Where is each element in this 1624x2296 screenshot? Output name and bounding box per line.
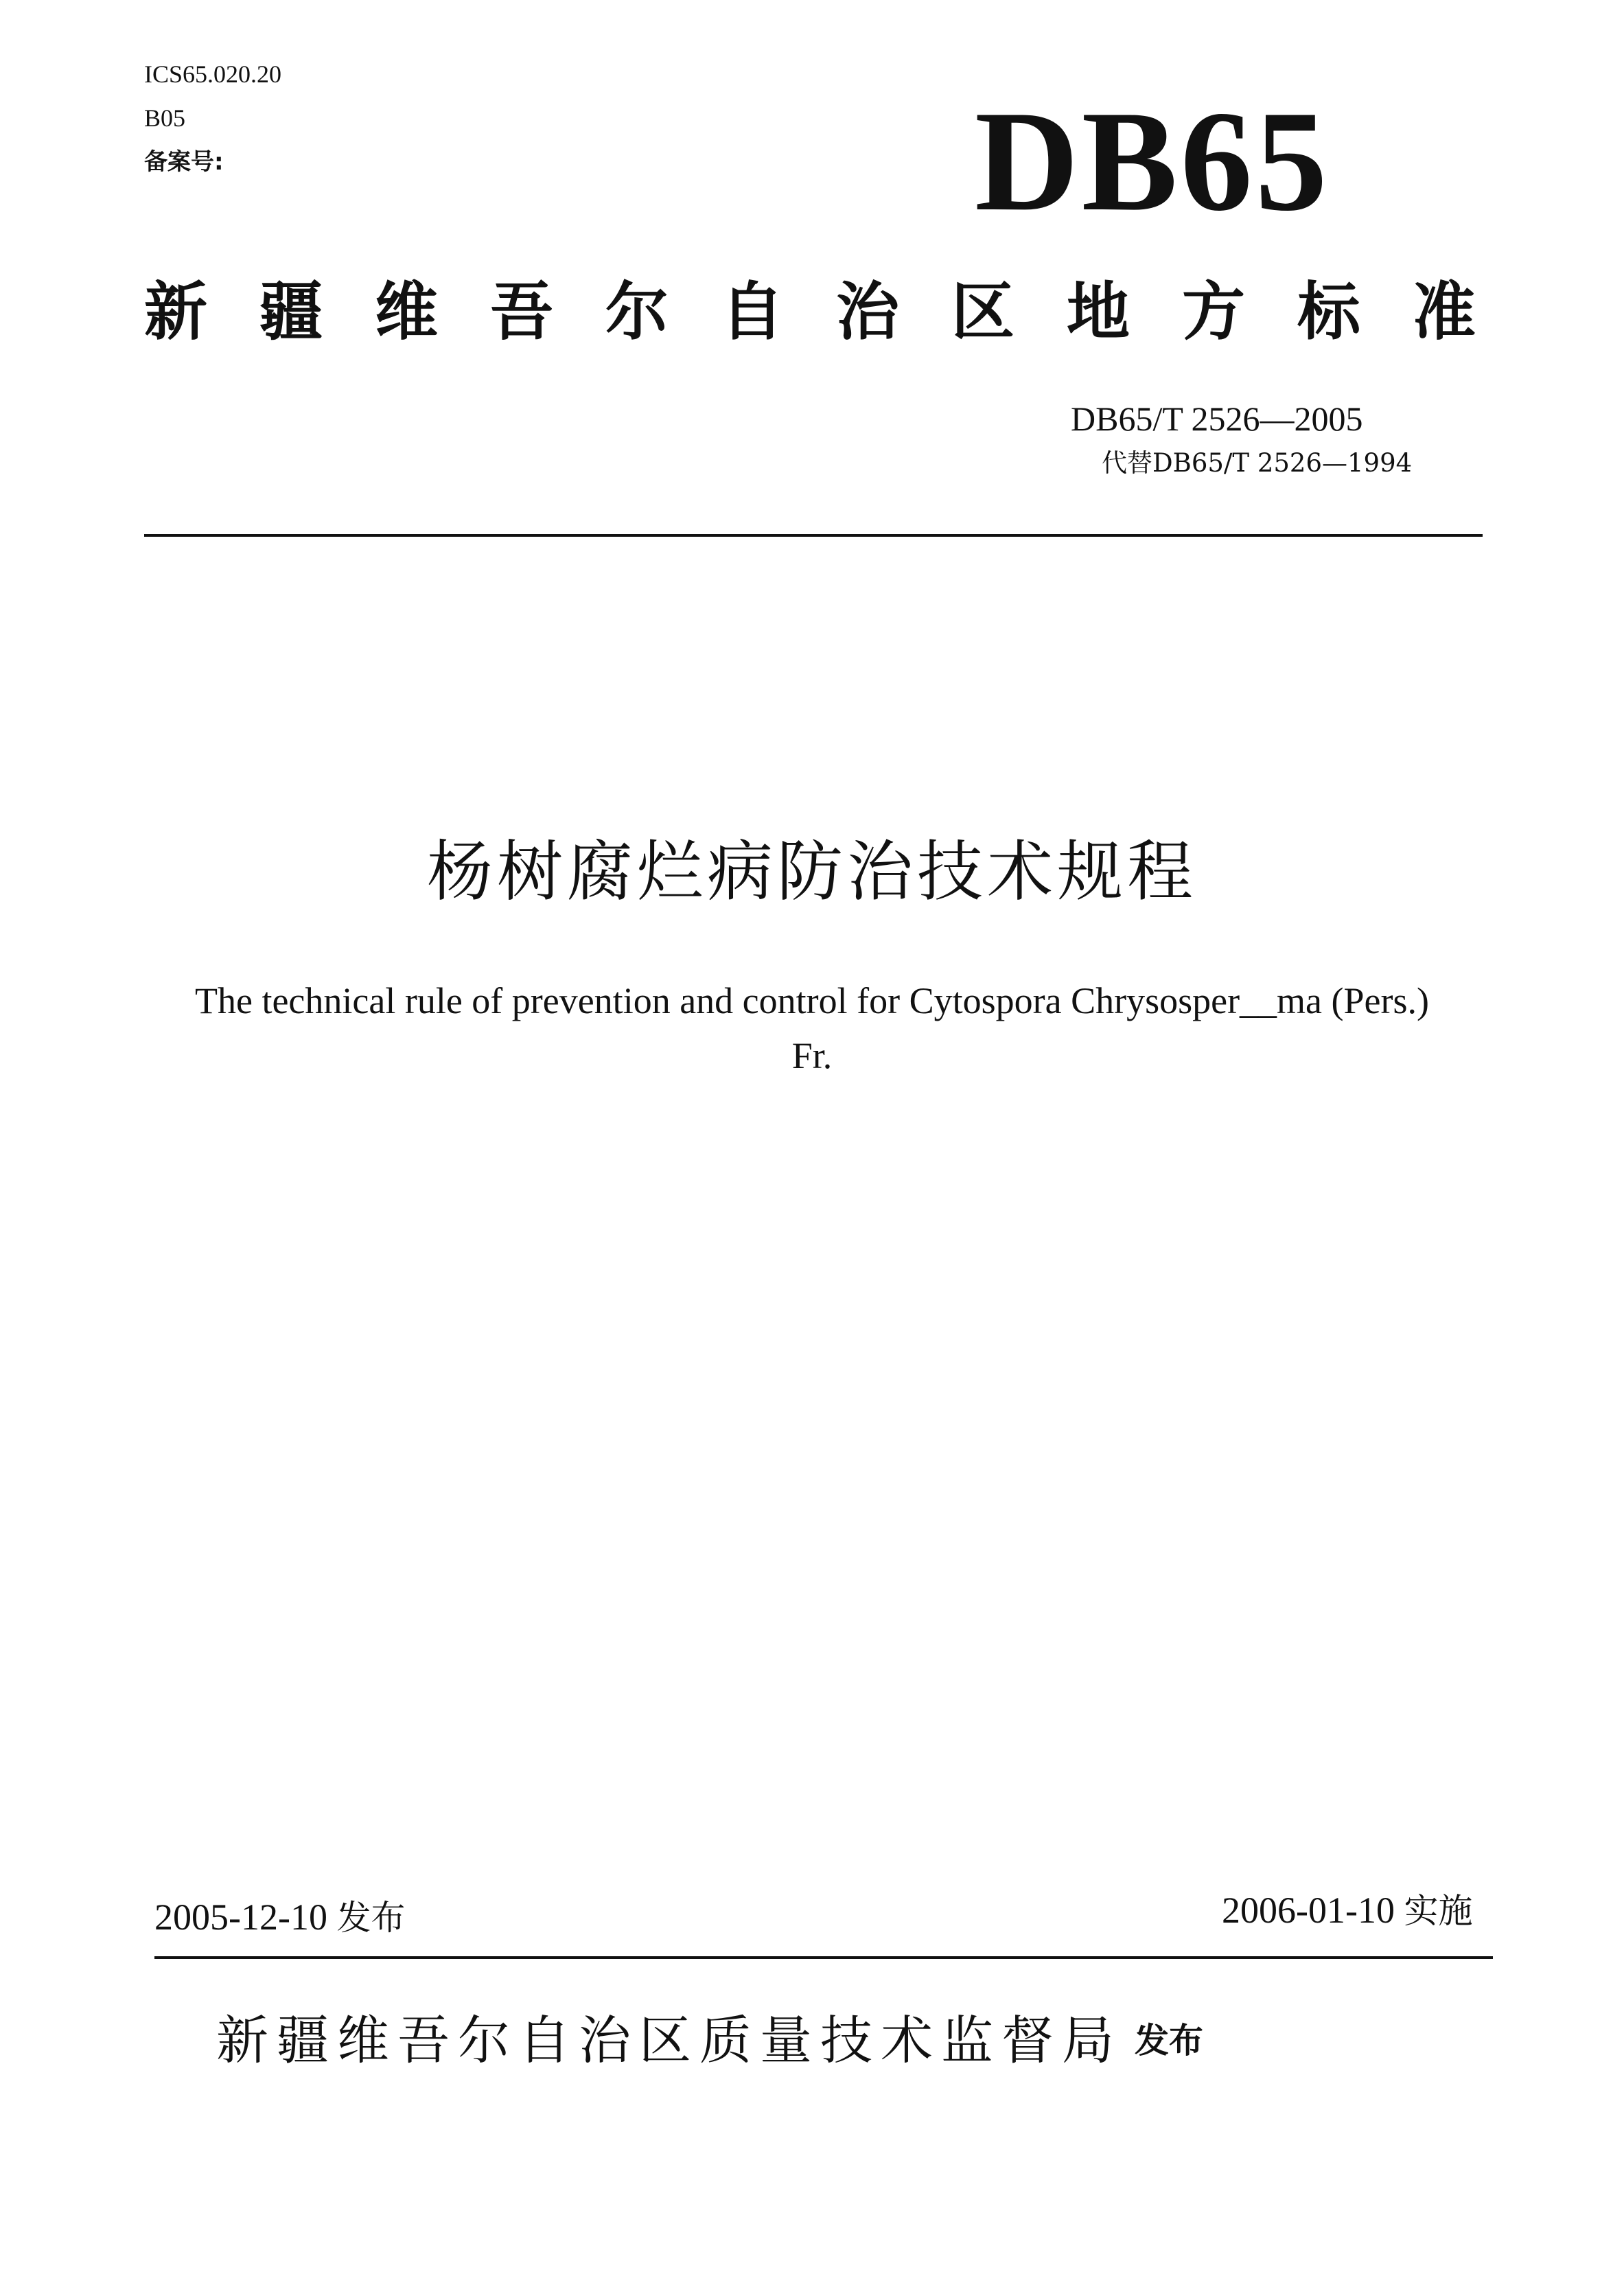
- implementation-label: 实施: [1404, 1891, 1473, 1931]
- ccs-code: B05: [144, 104, 186, 132]
- publisher-name: 新疆维吾尔自治区质量技术监督局: [216, 2010, 1122, 2071]
- bottom-divider: [154, 1956, 1493, 1959]
- issue-label: 发布: [336, 1898, 406, 1938]
- top-divider: [144, 534, 1483, 537]
- implementation-date: [1222, 1888, 1472, 1934]
- implementation-date-value: 2006-01-10: [1222, 1890, 1395, 1931]
- publisher-action: 发布: [1135, 2021, 1203, 2061]
- document-title-english-continued: Fr.: [791, 1035, 833, 1076]
- ics-code: ICS65.020.20: [144, 60, 282, 88]
- document-title-english: The technical rule of prevention and control for Cytospora Chrysosper__ma (Pers.): [195, 980, 1429, 1021]
- record-number-label: 备案号:: [144, 148, 224, 176]
- standard-category-heading: 新疆维吾尔自治区地方标准: [144, 275, 1529, 349]
- standard-prefix-logo: DB65: [975, 82, 1330, 241]
- document-title-chinese: 杨树腐烂病防治技术规程: [427, 833, 1197, 910]
- publisher-line: [216, 2008, 1203, 2074]
- issue-date-value: 2005-12-10: [154, 1897, 327, 1938]
- issue-date: [154, 1894, 405, 1940]
- replaced-standard: 代替DB65/T 2526—1994: [1102, 448, 1413, 478]
- standard-number: DB65/T 2526—2005: [1071, 399, 1363, 438]
